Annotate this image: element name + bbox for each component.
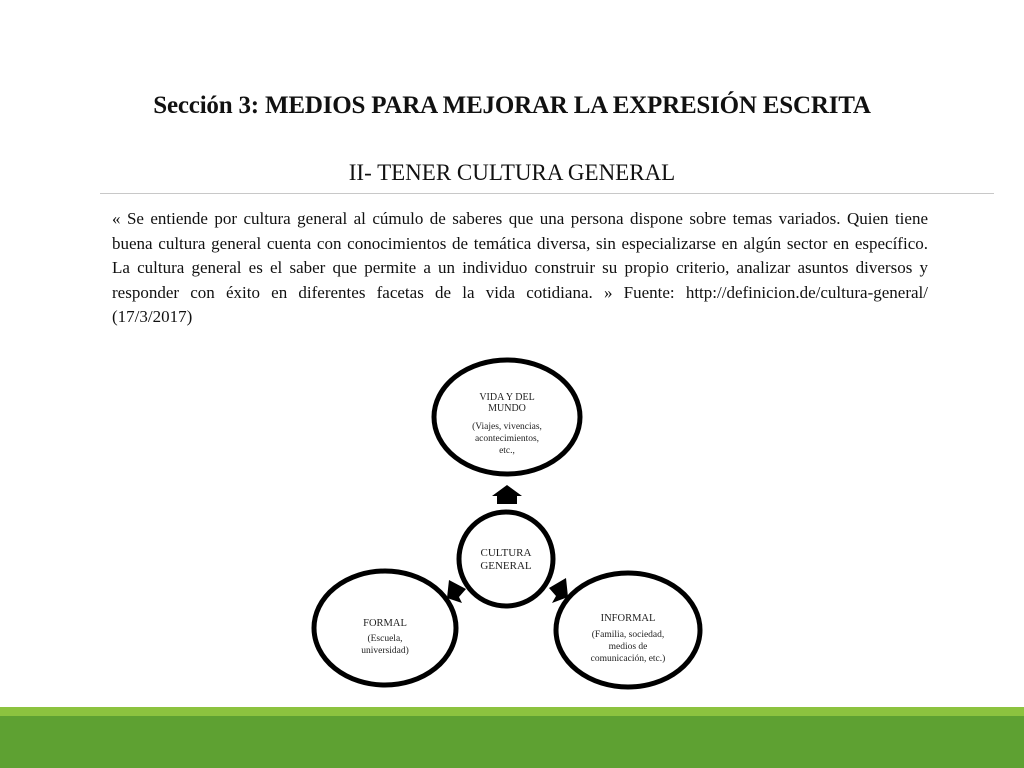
- node-center-circle: [459, 512, 553, 606]
- node-top-title-2: MUNDO: [488, 403, 526, 414]
- arrow-up-icon: [492, 485, 522, 504]
- node-top-detail-1: (Viajes, vivencias,: [472, 422, 542, 432]
- footer-band-light: [0, 707, 1024, 716]
- slide-subtitle: II- TENER CULTURA GENERAL: [348, 160, 676, 185]
- node-top-detail-2: acontecimientos,: [474, 434, 540, 444]
- node-right-detail-1: (Familia, sociedad,: [591, 630, 665, 640]
- node-right-title: INFORMAL: [600, 613, 656, 624]
- slide-title: Sección 3: MEDIOS PARA MEJORAR LA EXPRESIÓN ESCRITA: [153, 92, 871, 119]
- node-left-detail-2: universidad): [361, 646, 409, 656]
- definition-paragraph: « Se entiende por cultura general al cúmulo de saberes que una persona dispone sobre temas variados. Quien tiene buena cultura general cuenta con conocimientos de temática diversa, sin especializarse en algún sector en específico. La cultura general es el saber que permite a un individuo construir su propio criterio, analizar asuntos diversos y responder con éxito en diferentes facetas de la vida cotidiana. » Fuente: http://definicion.de/cultura-general/ (17/3/2017): [112, 209, 928, 326]
- node-left-title: FORMAL: [363, 618, 407, 629]
- footer-band-dark: [0, 716, 1024, 768]
- node-top-detail-3: etc.,: [499, 446, 515, 456]
- node-center-title-1: CULTURA: [480, 547, 532, 559]
- node-top-title-1: VIDA Y DEL: [479, 392, 535, 403]
- node-center-title-2: GENERAL: [480, 560, 532, 572]
- node-top-circle: [434, 360, 580, 474]
- node-left-detail-1: (Escuela,: [367, 634, 403, 644]
- node-right-detail-3: comunicación, etc.): [590, 654, 666, 664]
- node-right-detail-2: medios de: [608, 642, 648, 652]
